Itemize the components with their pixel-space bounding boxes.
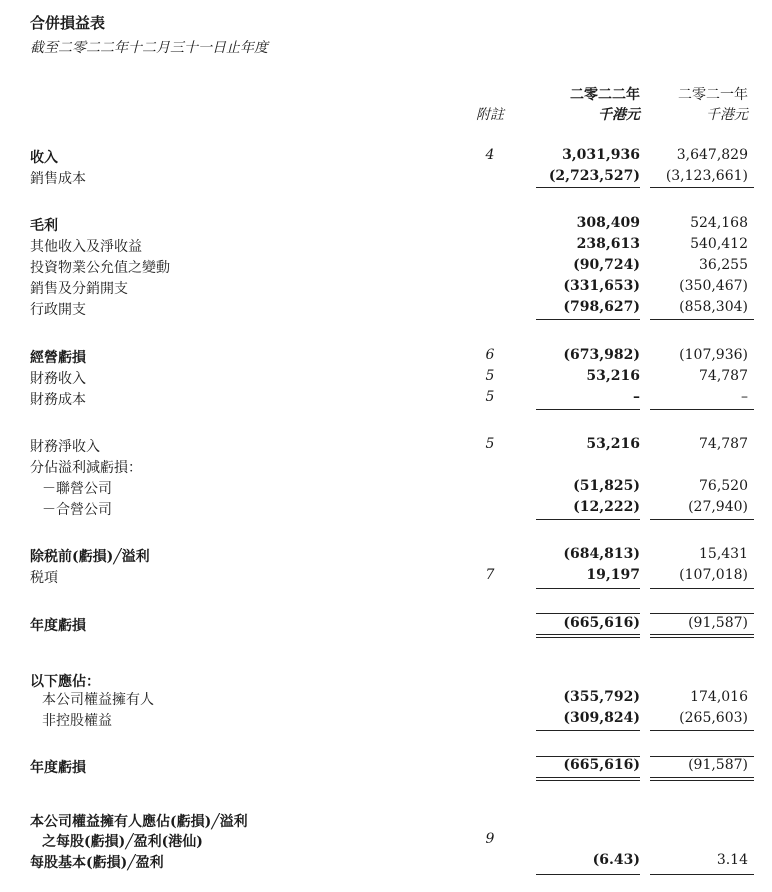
table-row: [0, 256, 772, 277]
row-value-2021: 174,016: [690, 689, 748, 705]
row-label: －合營公司: [42, 502, 112, 518]
row-note: 5: [485, 389, 495, 405]
table-row: [0, 277, 772, 298]
row-value-2022: –: [633, 389, 640, 405]
rule-finance-cost-c1: [536, 409, 640, 410]
table-row: [0, 810, 772, 831]
table-row: [0, 435, 772, 456]
rule-loss1-top-c2: [650, 613, 754, 614]
row-value-2021: 540,412: [690, 236, 748, 252]
rule-loss2-top-c1: [536, 756, 640, 757]
table-row: [0, 367, 772, 388]
row-value-2022: 3,031,936: [562, 147, 640, 163]
row-value-2021: –: [741, 389, 748, 405]
rule-jv-c1: [536, 519, 640, 520]
row-value-2022: (6.43): [592, 852, 640, 868]
rule-loss2-dbl2-c1: [536, 780, 640, 781]
table-row: [0, 614, 772, 635]
row-value-2021: (91,587): [688, 757, 748, 773]
rule-eps-c1: [536, 874, 640, 875]
row-note: 9: [485, 831, 495, 847]
row-value-2021: 36,255: [699, 257, 748, 273]
row-note: 6: [485, 347, 495, 363]
note-column-header: 附註: [476, 107, 504, 123]
row-label: 之每股(虧損)╱盈利(港仙): [42, 834, 203, 850]
row-value-2022: 53,216: [586, 368, 640, 384]
row-value-2021: (91,587): [688, 615, 748, 631]
rule-tax-c2: [650, 588, 754, 589]
row-label: 銷售及分銷開支: [30, 281, 128, 297]
row-label: 每股基本(虧損)╱盈利: [30, 855, 164, 871]
rule-loss2-dbl1-c2: [650, 777, 754, 778]
row-value-2021: (3,123,661): [665, 168, 748, 184]
table-row: [0, 709, 772, 730]
row-value-2022: (355,792): [563, 689, 640, 705]
row-label: 分佔溢利減虧損：: [30, 460, 142, 476]
row-value-2022: (51,825): [573, 478, 640, 494]
rule-loss1-dbl1-c1: [536, 634, 640, 635]
row-value-2022: 19,197: [586, 567, 640, 583]
rule-nci-c2: [650, 730, 754, 731]
row-value-2021: 3,647,829: [676, 147, 748, 163]
statement-title: 合併損益表: [30, 14, 106, 32]
rule-tax-c1: [536, 588, 640, 589]
current-year-header: 二零二二年: [570, 87, 640, 103]
table-row: [0, 346, 772, 367]
rule-loss1-dbl2-c1: [536, 637, 640, 638]
rule-loss1-top-c1: [536, 613, 640, 614]
row-label: 非控股權益: [42, 713, 112, 729]
rule-nci-c1: [536, 730, 640, 731]
row-note: 4: [485, 147, 495, 163]
row-value-2021: 15,431: [699, 546, 748, 562]
rule-eps-c2: [650, 874, 754, 875]
row-value-2022: (673,982): [563, 347, 640, 363]
table-row: [0, 545, 772, 566]
row-label: 本公司權益擁有人: [42, 692, 154, 708]
row-label: 以下應佔：: [30, 674, 100, 690]
rule-cost-of-sales-c1: [536, 187, 640, 188]
rule-admin-c2: [650, 319, 754, 320]
table-row: [0, 456, 772, 477]
row-value-2022: (684,813): [563, 546, 640, 562]
row-label: 本公司權益擁有人應佔(虧損)╱溢利: [30, 814, 248, 830]
row-label: 財務成本: [30, 392, 86, 408]
row-value-2021: 3.14: [716, 852, 748, 868]
row-value-2021: (107,936): [679, 347, 748, 363]
row-label: 投資物業公允值之變動: [30, 260, 170, 276]
rule-jv-c2: [650, 519, 754, 520]
row-label: 其他收入及淨收益: [30, 239, 142, 255]
row-value-2021: 74,787: [699, 436, 748, 452]
rule-loss2-dbl1-c1: [536, 777, 640, 778]
row-value-2022: (665,616): [563, 757, 640, 773]
rule-loss2-top-c2: [650, 756, 754, 757]
table-row: [0, 477, 772, 498]
table-row: [0, 214, 772, 235]
row-value-2021: (27,940): [688, 499, 748, 515]
statement-subtitle: 截至二零二二年十二月三十一日止年度: [30, 40, 268, 56]
row-value-2021: 76,520: [699, 478, 748, 494]
row-label: 行政開支: [30, 302, 86, 318]
table-row: [0, 566, 772, 587]
row-value-2022: 238,613: [576, 236, 640, 252]
row-value-2021: (350,467): [679, 278, 748, 294]
rule-admin-c1: [536, 319, 640, 320]
row-label: 除税前(虧損)╱溢利: [30, 549, 150, 565]
prior-year-header: 二零二一年: [678, 87, 748, 103]
rule-loss1-dbl1-c2: [650, 634, 754, 635]
row-label: 經營虧損: [30, 350, 86, 366]
row-value-2022: (798,627): [563, 299, 640, 315]
row-note: 5: [485, 436, 495, 452]
row-value-2022: (665,616): [563, 615, 640, 631]
row-note: 7: [485, 567, 495, 583]
table-row: [0, 146, 772, 167]
row-label: 毛利: [30, 218, 58, 234]
row-value-2022: 53,216: [586, 436, 640, 452]
row-value-2021: (858,304): [679, 299, 748, 315]
table-row: [0, 830, 772, 851]
rule-cost-of-sales-c2: [650, 187, 754, 188]
row-value-2021: (265,603): [679, 710, 748, 726]
row-label: 財務淨收入: [30, 439, 100, 455]
rule-loss1-dbl2-c2: [650, 637, 754, 638]
row-value-2022: 308,409: [576, 215, 640, 231]
table-row: [0, 688, 772, 709]
row-label: 收入: [30, 150, 58, 166]
row-value-2021: 524,168: [690, 215, 748, 231]
table-row: [0, 167, 772, 188]
row-value-2022: (2,723,527): [548, 168, 640, 184]
row-value-2022: (331,653): [563, 278, 640, 294]
table-row: [0, 298, 772, 319]
current-unit-header: 千港元: [598, 107, 640, 123]
row-label: 年度虧損: [30, 618, 86, 634]
row-value-2022: (90,724): [573, 257, 640, 273]
row-label: 年度虧損: [30, 760, 86, 776]
table-row: [0, 498, 772, 519]
table-row: [0, 851, 772, 872]
table-row: [0, 388, 772, 409]
row-note: 5: [485, 368, 495, 384]
row-value-2021: (107,018): [679, 567, 748, 583]
rule-loss2-dbl2-c2: [650, 780, 754, 781]
row-value-2022: (12,222): [573, 499, 640, 515]
row-label: －聯營公司: [42, 481, 112, 497]
table-row: [0, 756, 772, 777]
row-label: 財務收入: [30, 371, 86, 387]
row-label: 銷售成本: [30, 171, 86, 187]
rule-finance-cost-c2: [650, 409, 754, 410]
row-label: 税項: [30, 570, 58, 586]
row-value-2021: 74,787: [699, 368, 748, 384]
prior-unit-header: 千港元: [706, 107, 748, 123]
row-value-2022: (309,824): [563, 710, 640, 726]
table-row: [0, 235, 772, 256]
